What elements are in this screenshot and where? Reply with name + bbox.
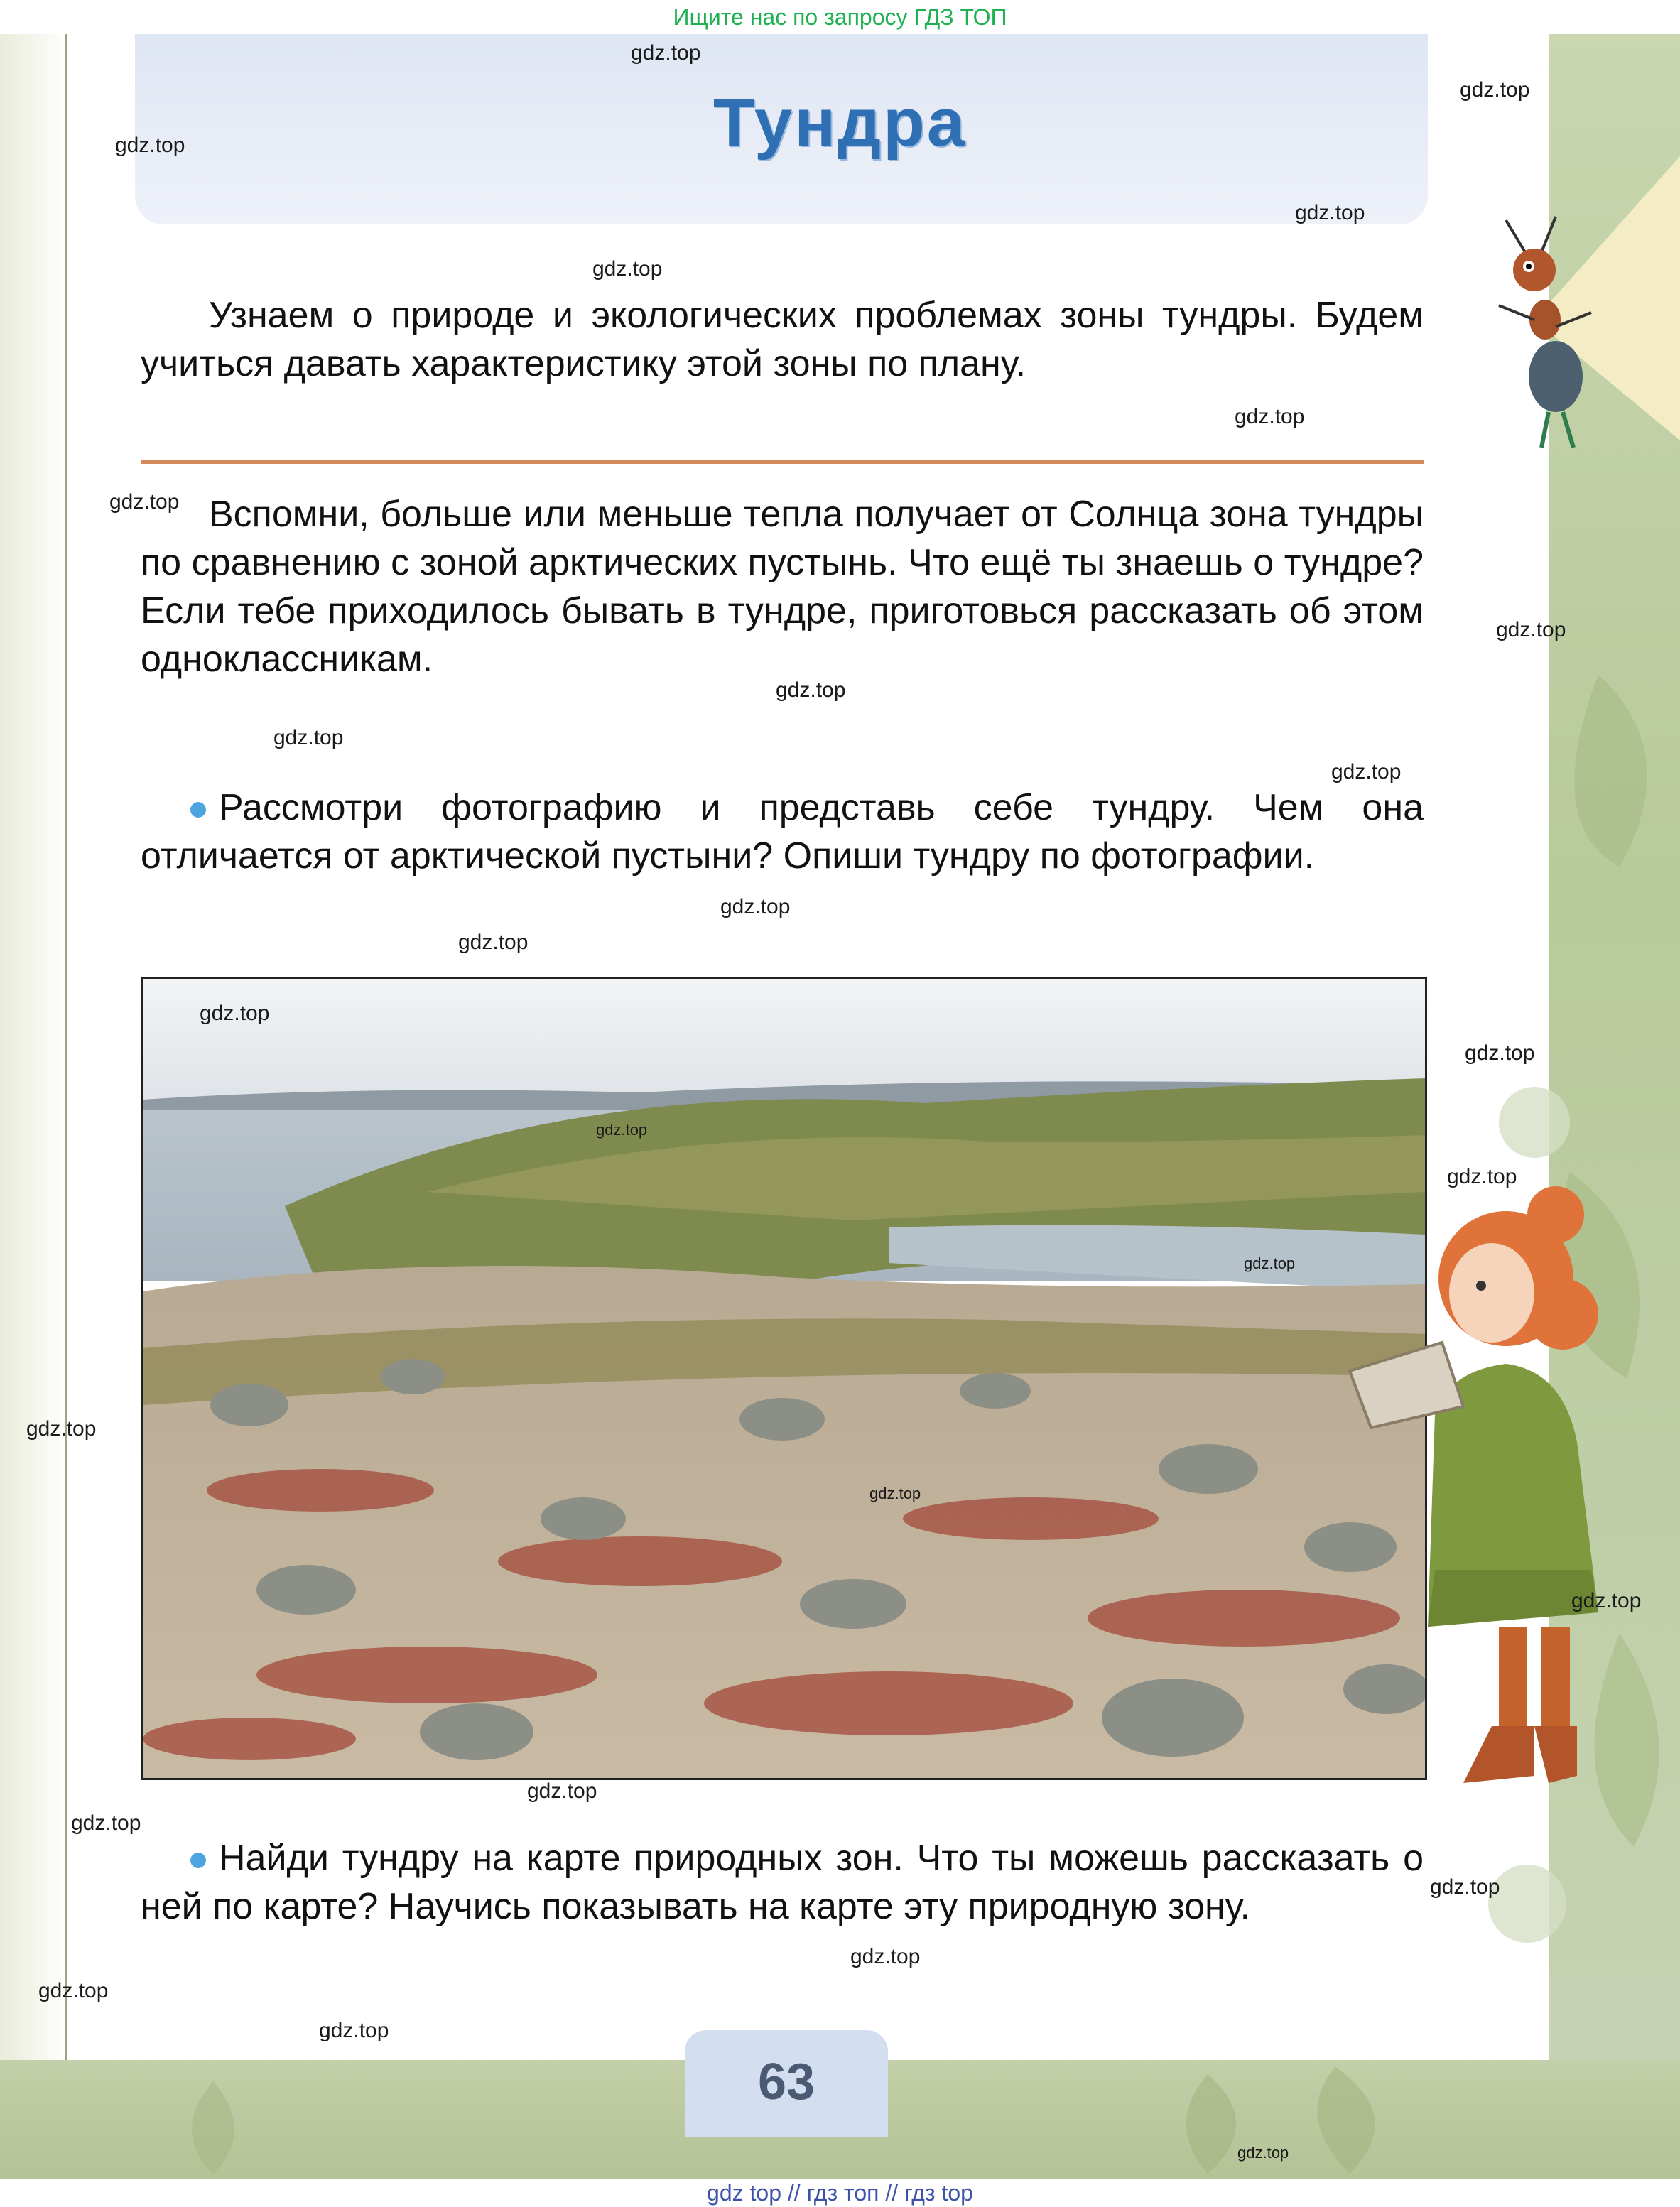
page-title: Тундра [712, 85, 968, 161]
watermark: gdz.top [850, 1945, 921, 1968]
watermark: gdz.top [1331, 760, 1402, 783]
photo-task-paragraph [141, 783, 1424, 880]
map-task-paragraph [141, 1834, 1424, 1931]
watermark: gdz.top [776, 678, 846, 702]
ant-mascot-illustration [1478, 213, 1620, 455]
watermark: gdz.top [1244, 1254, 1296, 1272]
top-search-banner[interactable]: Ищите нас по запросу ГДЗ ТОП [0, 0, 1680, 34]
watermark: gdz.top [1430, 1875, 1500, 1899]
watermark: gdz.top [1235, 405, 1305, 428]
bottom-site-banner[interactable]: gdz top // гдз топ // гдз top [0, 2179, 1680, 2207]
watermark: gdz.top [273, 726, 344, 749]
watermark: gdz.top [109, 490, 180, 514]
watermark: gdz.top [26, 1417, 97, 1441]
photo-task-text: Рассмотри фотографию и представь себе тундру. Чем она отличается от арктической пустыни? Опиши тундру по фотографии. [141, 787, 1424, 877]
book-spine [65, 34, 67, 2179]
watermark: gdz.top [1295, 201, 1365, 224]
watermark: gdz.top [1571, 1589, 1642, 1612]
watermark: gdz.top [1465, 1041, 1535, 1065]
watermark: gdz.top [1447, 1165, 1517, 1188]
map-task-text: Найди тундру на карте природных зон. Что ты можешь рассказать о ней по карте? Научись показывать на карте эту природную зону. [141, 1838, 1424, 1927]
watermark: gdz.top [115, 134, 185, 157]
page-left-margin [0, 34, 67, 2060]
watermark: gdz.top [71, 1811, 141, 1835]
recall-paragraph: Вспомни, больше или меньше тепла получает от Солнца зона тундры по сравнению с зоной арктических пустынь. Что ещё ты знаешь о тундре? Если тебе приходилось бывать в тундре, приготовься рассказать об этом одноклассникам. [141, 494, 1424, 680]
section-divider [141, 460, 1424, 464]
girl-with-book-illustration [1321, 1172, 1605, 1797]
watermark: gdz.top [631, 41, 701, 65]
intro-paragraph: Узнаем о природе и экологических проблемах зоны тундры. Будем учиться давать характеристику этой зоны по плану. [141, 295, 1424, 384]
watermark: gdz.top [869, 1485, 921, 1502]
tundra-landscape-image [143, 979, 1425, 1778]
watermark: gdz.top [596, 1121, 648, 1139]
tundra-photo [141, 977, 1427, 1780]
watermark: gdz.top [1496, 618, 1566, 641]
watermark: gdz.top [458, 931, 529, 954]
bullet-icon [190, 802, 206, 818]
watermark: gdz.top [720, 895, 791, 918]
watermark: gdz.top [1460, 78, 1530, 102]
watermark: gdz.top [319, 2019, 389, 2042]
watermark: gdz.top [38, 1979, 109, 2002]
watermark: gdz.top [1237, 2144, 1289, 2162]
bullet-icon [190, 1853, 206, 1868]
watermark: gdz.top [592, 257, 663, 281]
watermark: gdz.top [527, 1779, 597, 1803]
watermark: gdz.top [200, 1002, 270, 1025]
page-number: 63 [757, 2054, 815, 2110]
